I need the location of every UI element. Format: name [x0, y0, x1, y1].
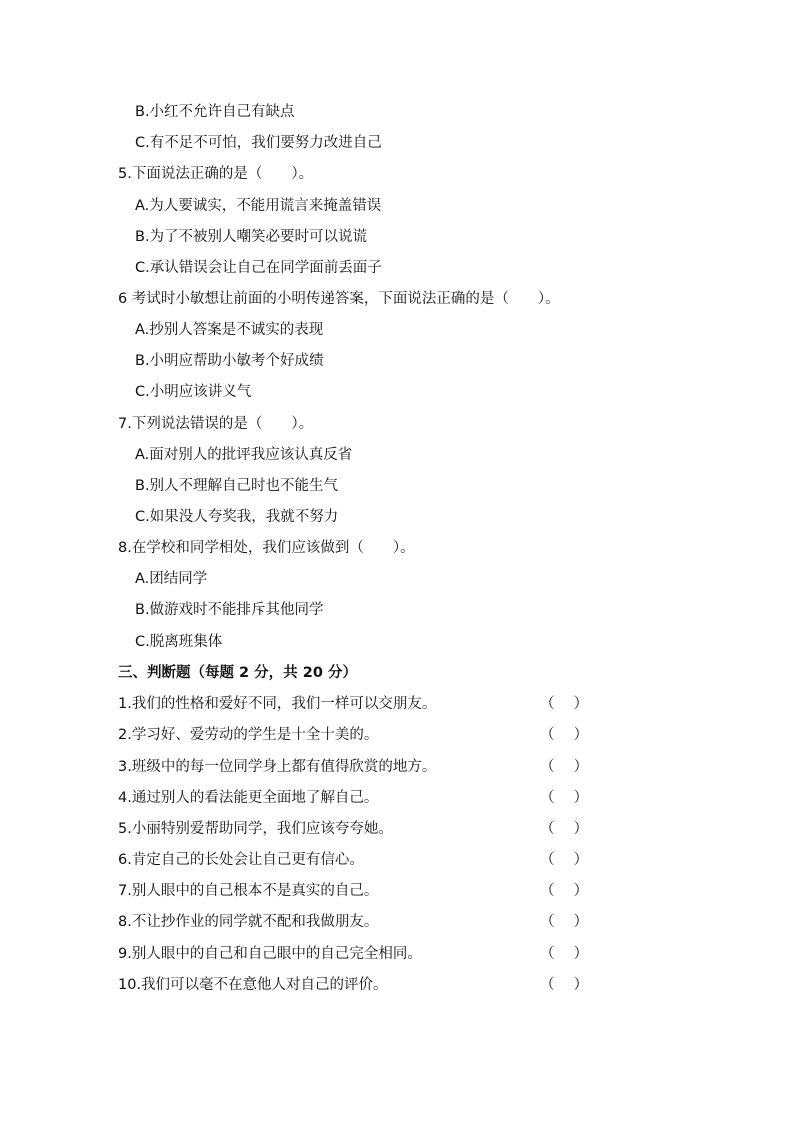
- q6-stem: 6 考试时小敏想让前面的小明传递答案，下面说法正确的是（ ）。: [118, 291, 560, 307]
- q4-option-c: C.有不足不可怕，我们要努力改进自己: [135, 135, 382, 151]
- tf-item-8: 8.不让抄作业的同学就不配和我做朋友。: [118, 914, 379, 930]
- q4-option-b: B.小红不允许自己有缺点: [135, 104, 295, 120]
- tf-item-7: 7.别人眼中的自己根本不是真实的自己。: [118, 883, 379, 899]
- tf-answer-blank-6: （ ）: [540, 852, 589, 868]
- q6-option-a: A.抄别人答案是不诚实的表现: [135, 322, 324, 338]
- q7-stem: 7.下列说法错误的是（ ）。: [118, 416, 314, 432]
- q7-option-b: B.别人不理解自己时也不能生气: [135, 478, 339, 494]
- q6-option-c: C.小明应该讲义气: [135, 384, 252, 400]
- tf-answer-blank-5: （ ）: [540, 821, 589, 837]
- q8-option-b: B.做游戏时不能排斥其他同学: [135, 602, 324, 618]
- tf-answer-blank-1: （ ）: [540, 696, 589, 712]
- q5-option-a: A.为人要诚实，不能用谎言来掩盖错误: [135, 198, 382, 214]
- tf-item-1: 1.我们的性格和爱好不同，我们一样可以交朋友。: [118, 696, 437, 712]
- section-heading-true-false: 三、判断题（每题 2 分，共 20 分）: [118, 665, 357, 681]
- tf-item-6: 6.肯定自己的长处会让自己更有信心。: [118, 852, 364, 868]
- tf-answer-blank-2: （ ）: [540, 727, 589, 743]
- q8-option-a: A.团结同学: [135, 571, 208, 587]
- tf-item-10: 10.我们可以毫不在意他人对自己的评价。: [118, 977, 388, 993]
- q7-option-a: A.面对别人的批评我应该认真反省: [135, 447, 353, 463]
- q8-stem: 8.在学校和同学相处，我们应该做到（ ）。: [118, 540, 415, 556]
- tf-item-5: 5.小丽特别爱帮助同学，我们应该夸夸她。: [118, 821, 393, 837]
- tf-answer-blank-3: （ ）: [540, 759, 589, 775]
- q5-option-c: C.承认错误会让自己在同学面前丢面子: [135, 260, 382, 276]
- tf-item-2: 2.学习好、爱劳动的学生是十全十美的。: [118, 727, 379, 743]
- q7-option-c: C.如果没人夸奖我，我就不努力: [135, 509, 339, 525]
- tf-answer-blank-7: （ ）: [540, 883, 589, 899]
- tf-answer-blank-9: （ ）: [540, 946, 589, 962]
- tf-answer-blank-4: （ ）: [540, 790, 589, 806]
- q5-stem: 5.下面说法正确的是（ ）。: [118, 166, 314, 182]
- q5-option-b: B.为了不被别人嘲笑必要时可以说谎: [135, 229, 368, 245]
- tf-item-9: 9.别人眼中的自己和自己眼中的自己完全相同。: [118, 946, 422, 962]
- q6-option-b: B.小明应帮助小敏考个好成绩: [135, 353, 324, 369]
- tf-item-4: 4.通过别人的看法能更全面地了解自己。: [118, 790, 379, 806]
- tf-item-3: 3.班级中的每一位同学身上都有值得欣赏的地方。: [118, 759, 437, 775]
- tf-answer-blank-8: （ ）: [540, 914, 589, 930]
- q8-option-c: C.脱离班集体: [135, 634, 223, 650]
- tf-answer-blank-10: （ ）: [540, 977, 589, 993]
